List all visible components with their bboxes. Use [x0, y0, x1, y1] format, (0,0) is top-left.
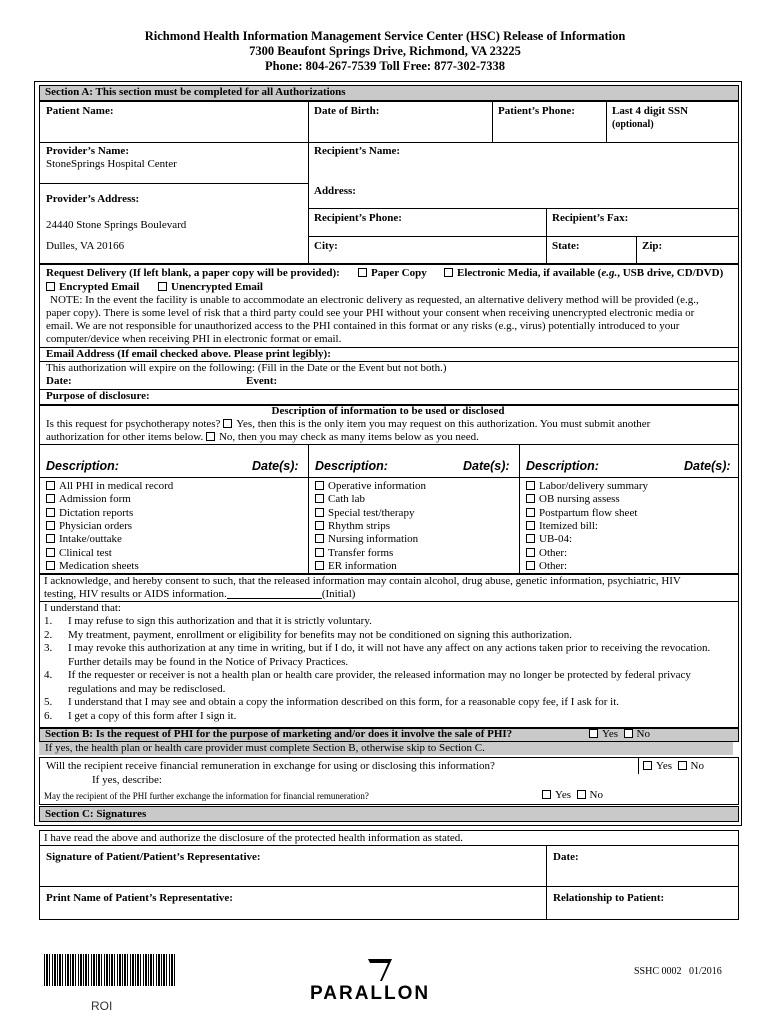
parallon-logo [310, 955, 460, 1010]
understand-item-text: My treatment, payment, enrollment or eligibility for benefits may not be conditioned on signing this authorization. [68, 628, 573, 641]
provider-address-line2[interactable]: Dulles, VA 20166 [46, 240, 125, 252]
recipient-name-field[interactable]: Recipient’s Name: [314, 145, 401, 157]
disclosure-item[interactable] [526, 560, 567, 573]
disclosure-item-label: Postpartum flow sheet [539, 506, 638, 519]
roi-label: ROI [91, 999, 113, 1013]
disclosure-item-label: Other: [539, 559, 568, 572]
disclosure-item[interactable] [526, 520, 598, 533]
parallon-wordmark: PARALLON [310, 983, 431, 1004]
psych-question: Is this request for psychotherapy notes? Yes, then this is the only item you may request on this authorization. You must submit another [46, 418, 651, 430]
patient-phone-field[interactable]: Patient’s Phone: [498, 105, 575, 117]
disclosure-checkbox[interactable] [526, 481, 535, 490]
unencrypted-email-checkbox[interactable] [158, 282, 167, 291]
disclosure-item[interactable] [46, 507, 133, 520]
disclosure-checkbox[interactable] [46, 521, 55, 530]
disclosure-checkbox[interactable] [315, 534, 324, 543]
ssn-optional-note: (optional) [612, 119, 654, 130]
purpose-field[interactable]: Purpose of disclosure: [46, 390, 150, 402]
disclosure-item[interactable] [315, 493, 365, 506]
paper-copy-option[interactable]: Paper Copy [358, 267, 427, 280]
disclosure-item[interactable] [46, 493, 131, 506]
representative-name-field[interactable]: Print Name of Patient’s Representative: [46, 892, 233, 904]
understand-item-text: I may refuse to sign this authorization and that it is strictly voluntary. [68, 615, 372, 627]
barcode [44, 954, 176, 986]
disclosure-checkbox[interactable] [46, 494, 55, 503]
disclosure-item-label: Rhythm strips [328, 519, 391, 532]
authorization-statement: I have read the above and authorize the disclosure of the protected health information as stated. [44, 832, 464, 844]
form-title: Richmond Health Information Management Service Center (HSC) Release of Information [144, 29, 626, 43]
disclosure-checkbox[interactable] [526, 548, 535, 557]
remuneration-no-checkbox[interactable] [678, 761, 687, 770]
disclosure-item-label: Nursing information [328, 533, 419, 546]
disclosure-item[interactable] [315, 507, 414, 520]
unencrypted-email-option[interactable]: Unencrypted Email [158, 281, 263, 294]
disclosure-item-label: UB-04: [539, 533, 572, 546]
disclosure-checkbox[interactable] [46, 561, 55, 570]
disclosure-checkbox[interactable] [526, 561, 535, 570]
understand-item-number: 4. [44, 669, 53, 681]
disclosure-item-label: OB nursing assess [539, 493, 620, 506]
understand-item-number: 2. [44, 628, 53, 641]
disclosure-item-label: Dictation reports [59, 506, 134, 519]
disclosure-item[interactable] [46, 520, 132, 533]
remuneration-describe-field[interactable]: If yes, describe: [92, 774, 162, 786]
relationship-field[interactable]: Relationship to Patient: [553, 892, 665, 904]
disclosure-item[interactable] [526, 547, 567, 560]
ssn-field[interactable]: Last 4 digit SSN [612, 105, 689, 117]
encrypted-email-option[interactable]: Encrypted Email [46, 281, 139, 294]
understand-item-number: 3. [44, 642, 53, 654]
disclosure-item-label: Operative information [328, 480, 427, 492]
disclosure-checkbox[interactable] [526, 508, 535, 517]
disclosure-item-label: Cath lab [328, 493, 365, 506]
disclosure-item-label: Medication sheets [59, 559, 139, 572]
remuneration-question: Will the recipient receive financial remuneration in exchange for using or disclosing this information? [46, 760, 495, 772]
disclosure-checkbox[interactable] [526, 521, 535, 530]
zip-field[interactable]: Zip: [642, 240, 663, 252]
disclosure-item[interactable] [315, 480, 426, 493]
recipient-fax-field[interactable]: Recipient’s Fax: [552, 212, 629, 224]
form-code: SSHC 0002 01/2016 [634, 966, 722, 977]
electronic-media-checkbox[interactable] [444, 268, 453, 277]
disclosure-checkbox[interactable] [315, 521, 324, 530]
disclosure-item[interactable] [315, 533, 418, 546]
disclosure-checkbox[interactable] [46, 481, 55, 490]
disclosure-checkbox[interactable] [315, 548, 324, 557]
section-b-title: Section B: Is the request of PHI for the purpose of marketing and/or does it involve the sale of PHI? [45, 728, 513, 740]
disclosure-item[interactable] [526, 480, 648, 493]
disclosure-item-label: Intake/outtake [59, 533, 122, 546]
disclosure-item-label: Clinical test [59, 546, 112, 559]
expire-event-field[interactable]: Event: [246, 375, 278, 387]
recipient-phone-field[interactable]: Recipient’s Phone: [314, 212, 402, 224]
note-line-4: computer/device when receiving PHI in electronic format or email. [46, 333, 342, 345]
disclosure-item[interactable] [315, 520, 390, 533]
disclosure-item-label: ER information [328, 559, 397, 572]
patient-signature-field[interactable]: Signature of Patient/Patient’s Representative: [46, 851, 261, 863]
request-delivery-label: Request Delivery (If left blank, a paper copy will be provided): [46, 267, 340, 279]
col2-description-header: Description: [315, 459, 388, 473]
electronic-media-option[interactable]: Electronic Media, if available (e.g., USB drive, CD/DVD) [444, 267, 723, 280]
disclosure-item-label: All PHI in medical record [59, 480, 174, 492]
disclosure-item-label: Transfer forms [328, 546, 394, 559]
further-exchange-options: Yes No [542, 789, 603, 802]
further-yes-checkbox[interactable] [542, 790, 551, 799]
encrypted-email-checkbox[interactable] [46, 282, 55, 291]
section-a-title: Section A: This section must be completed for all Authorizations [45, 86, 346, 98]
further-exchange-question: May the recipient of the PHI further exchange the information for financial remuneration? [44, 791, 369, 801]
expire-text: This authorization will expire on the following: (Fill in the Date or the Event but not both.) [46, 362, 447, 374]
col3-dates-header: Date(s): [684, 459, 731, 473]
provider-address-line1[interactable]: 24440 Stone Springs Boulevard [46, 219, 187, 231]
disclosure-item-label: Itemized bill: [539, 519, 598, 532]
disclosure-title: Description of information to be used or disclosed [271, 405, 505, 417]
disclosure-checkbox[interactable] [526, 494, 535, 503]
understand-item-number: 5. [44, 696, 53, 708]
parallon-swoosh-icon [310, 955, 460, 985]
remuneration-yes-checkbox[interactable] [643, 761, 652, 770]
disclosure-item[interactable] [46, 560, 139, 573]
expire-date-field[interactable]: Date: [46, 375, 72, 387]
understand-item-continuation: regulations and may be redisclosed. [68, 682, 226, 695]
understand-item-text: I may revoke this authorization at any time in writing, but if I do, it will not have any affect on any actions taken prior to receiving the revocation. [68, 642, 711, 654]
city-field[interactable]: City: [314, 240, 338, 252]
disclosure-item-label: Special test/therapy [328, 506, 415, 519]
disclosure-checkbox[interactable] [46, 548, 55, 557]
disclosure-checkbox[interactable] [315, 508, 324, 517]
disclosure-checkbox[interactable] [315, 561, 324, 570]
further-no-checkbox[interactable] [577, 790, 586, 799]
disclosure-item-label: Admission form [59, 493, 131, 506]
understand-item-text: I get a copy of this form after I sign it. [68, 709, 237, 722]
disclosure-item[interactable] [315, 547, 393, 560]
disclosure-item[interactable] [46, 480, 173, 493]
disclosure-item[interactable] [526, 493, 620, 506]
col2-dates-header: Date(s): [463, 459, 510, 473]
section-b-note: If yes, the health plan or health care provider must complete Section B, otherwise skip to Section C. [39, 742, 733, 755]
col1-dates-header: Date(s): [252, 459, 299, 473]
marketing-no-checkbox[interactable] [624, 729, 633, 738]
psych-no-row: authorization for other items below. No, then you may check as many items below as you need. [46, 431, 479, 443]
marketing-yes-checkbox[interactable] [589, 729, 598, 738]
provider-name-label: Provider’s Name: [46, 145, 129, 157]
disclosure-checkbox[interactable] [315, 481, 324, 490]
provider-name-value[interactable]: StoneSprings Hospital Center [46, 158, 177, 170]
psych-no-checkbox[interactable] [206, 432, 215, 441]
disclosure-item[interactable] [526, 533, 572, 546]
understand-item-text: If the requester or receiver is not a health plan or health care provider, the released information may no longer be protected by federal privacy [68, 669, 691, 681]
remuneration-options: Yes No [643, 760, 704, 773]
understand-item-text: I understand that I may see and obtain a copy the information described on this form, for a reasonable copy fee, if I ask for it. [68, 696, 620, 708]
understand-heading: I understand that: [44, 602, 121, 614]
section-c-title: Section C: Signatures [45, 808, 147, 820]
disclosure-item[interactable] [315, 560, 397, 573]
acknowledge-line1: I acknowledge, and hereby consent to such, that the released information may contain alcohol, drug abuse, genetic information, psychiatric, HIV [44, 575, 681, 587]
disclosure-item[interactable] [526, 507, 637, 520]
understand-item-continuation: Further details may be found in the Notice of Privacy Practices. [68, 655, 349, 668]
state-field[interactable]: State: [552, 240, 580, 252]
psych-yes-checkbox[interactable] [223, 419, 232, 428]
disclosure-checkbox[interactable] [46, 534, 55, 543]
col3-description-header: Description: [526, 459, 599, 473]
patient-name-field[interactable]: Patient Name: [46, 105, 114, 117]
understand-item-number: 1. [44, 615, 53, 627]
disclosure-item[interactable] [46, 533, 122, 546]
section-b-marketing-options: Yes No [589, 728, 650, 741]
disclosure-item[interactable] [46, 547, 112, 560]
provider-address-label: Provider’s Address: [46, 193, 140, 205]
disclosure-checkbox[interactable] [46, 508, 55, 517]
form-phone: Phone: 804-267-7539 Toll Free: 877-302-7338 [264, 59, 506, 73]
dob-field[interactable]: Date of Birth: [314, 105, 380, 117]
form-address: 7300 Beaufont Springs Drive, Richmond, VA 23225 [249, 44, 521, 58]
disclosure-item-label: Labor/delivery summary [539, 480, 649, 492]
signature-date-field[interactable]: Date: [553, 851, 579, 863]
disclosure-checkbox[interactable] [526, 534, 535, 543]
col1-description-header: Description: [46, 459, 119, 473]
understand-item-number: 6. [44, 709, 53, 722]
initial-field[interactable] [227, 588, 322, 599]
disclosure-item-label: Other: [539, 546, 568, 559]
note-line-2: paper copy). There is some level of risk that a third party could see your PHI without your consent when receiving unencrypted electronic media or [46, 307, 695, 319]
note-line-3: email. We are not responsible for unauthorized access to the PHI contained in this format or any risks (e.g., virus) potentially introduced to your [46, 320, 680, 332]
email-address-field[interactable]: Email Address (If email checked above. Please print legibly): [46, 348, 331, 360]
acknowledge-line2: testing, HIV results or AIDS information. (Initial) [44, 588, 356, 600]
paper-copy-checkbox[interactable] [358, 268, 367, 277]
note-line-1: NOTE: In the event the facility is unable to accommodate an electronic delivery as requested, an alternative delivery method will be provided (e.g., [50, 294, 699, 306]
recipient-address-field[interactable]: Address: [314, 185, 356, 197]
disclosure-item-label: Physician orders [59, 519, 133, 532]
disclosure-checkbox[interactable] [315, 494, 324, 503]
